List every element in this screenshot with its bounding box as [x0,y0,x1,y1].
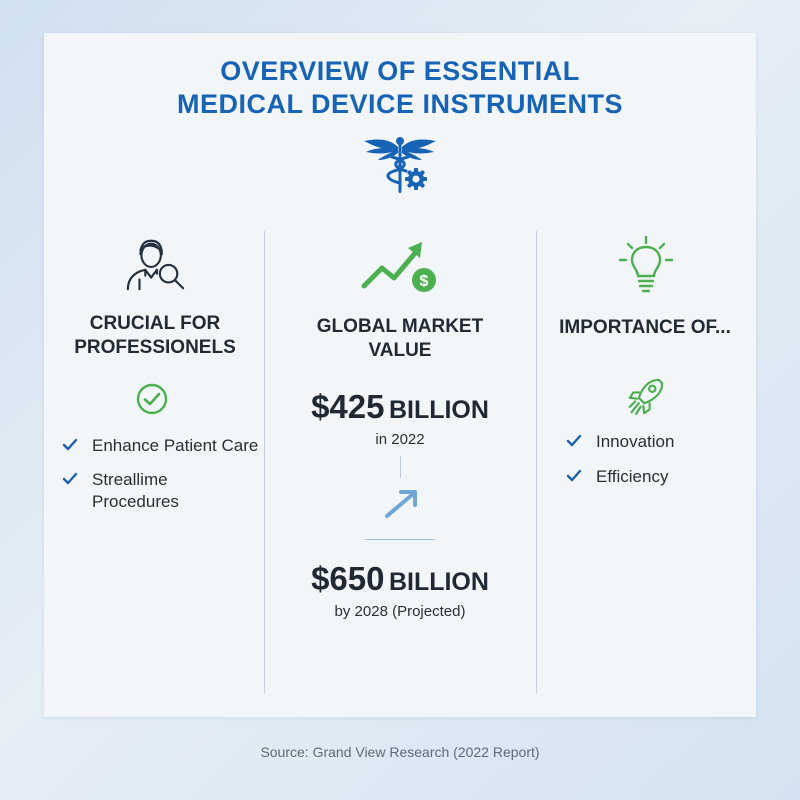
list-item-label: Enhance Patient Care [92,436,259,455]
market-title: GLOBAL MARKET VALUE [316,316,484,361]
arrow-up-right-icon [381,488,421,520]
check-icon [62,472,78,486]
page-title [44,55,756,121]
list-item [62,469,272,513]
check-circle-icon [136,383,168,415]
title-line-2: MEDICAL DEVICE INSTRUMENTS [176,89,624,119]
list-item [566,466,746,488]
infographic-card [44,33,756,717]
separator-line [365,539,435,540]
market-value-2022 [285,388,515,426]
professionals-title-line-2: PROFESSIONELS [74,337,236,358]
check-icon [566,434,582,448]
market-value-2028-unit: BILLION [388,568,489,596]
source-note: Source: Grand View Research (2022 Report) [260,744,540,760]
professionals-title-line-1: CRUCIAL FOR [89,313,221,334]
connector-line [400,456,401,478]
check-icon [62,438,78,452]
growth-chart-dollar-icon [360,234,440,296]
rocket-icon [628,376,664,416]
market-value-2022-label: in 2022 [375,431,425,448]
importance-list [566,431,746,488]
market-value-2022-unit: BILLION [388,396,489,424]
professionals-list [62,435,272,513]
lightbulb-icon [616,234,676,294]
list-item-label: Innovation [596,432,675,451]
column-divider-right [536,231,537,693]
title-line-1: OVERVIEW OF ESSENTIAL [220,56,580,86]
svg-text:$: $ [419,273,429,290]
market-value-2028-label: by 2028 (Projected) [334,603,466,620]
market-value-2022-amount: $425 [311,388,385,425]
importance-title: IMPORTANCE OF... [559,317,731,338]
check-icon [566,469,582,483]
professionals-title [40,312,270,360]
caduceus-gear-icon [362,133,438,195]
list-item-label: Streallime Procedures [92,470,179,511]
market-value-2028-amount: $650 [311,560,385,597]
doctor-magnifier-icon [124,236,186,292]
list-item [566,431,746,453]
list-item-label: Efficiency [596,467,669,486]
list-item [62,435,272,457]
market-value-2028 [285,560,515,598]
